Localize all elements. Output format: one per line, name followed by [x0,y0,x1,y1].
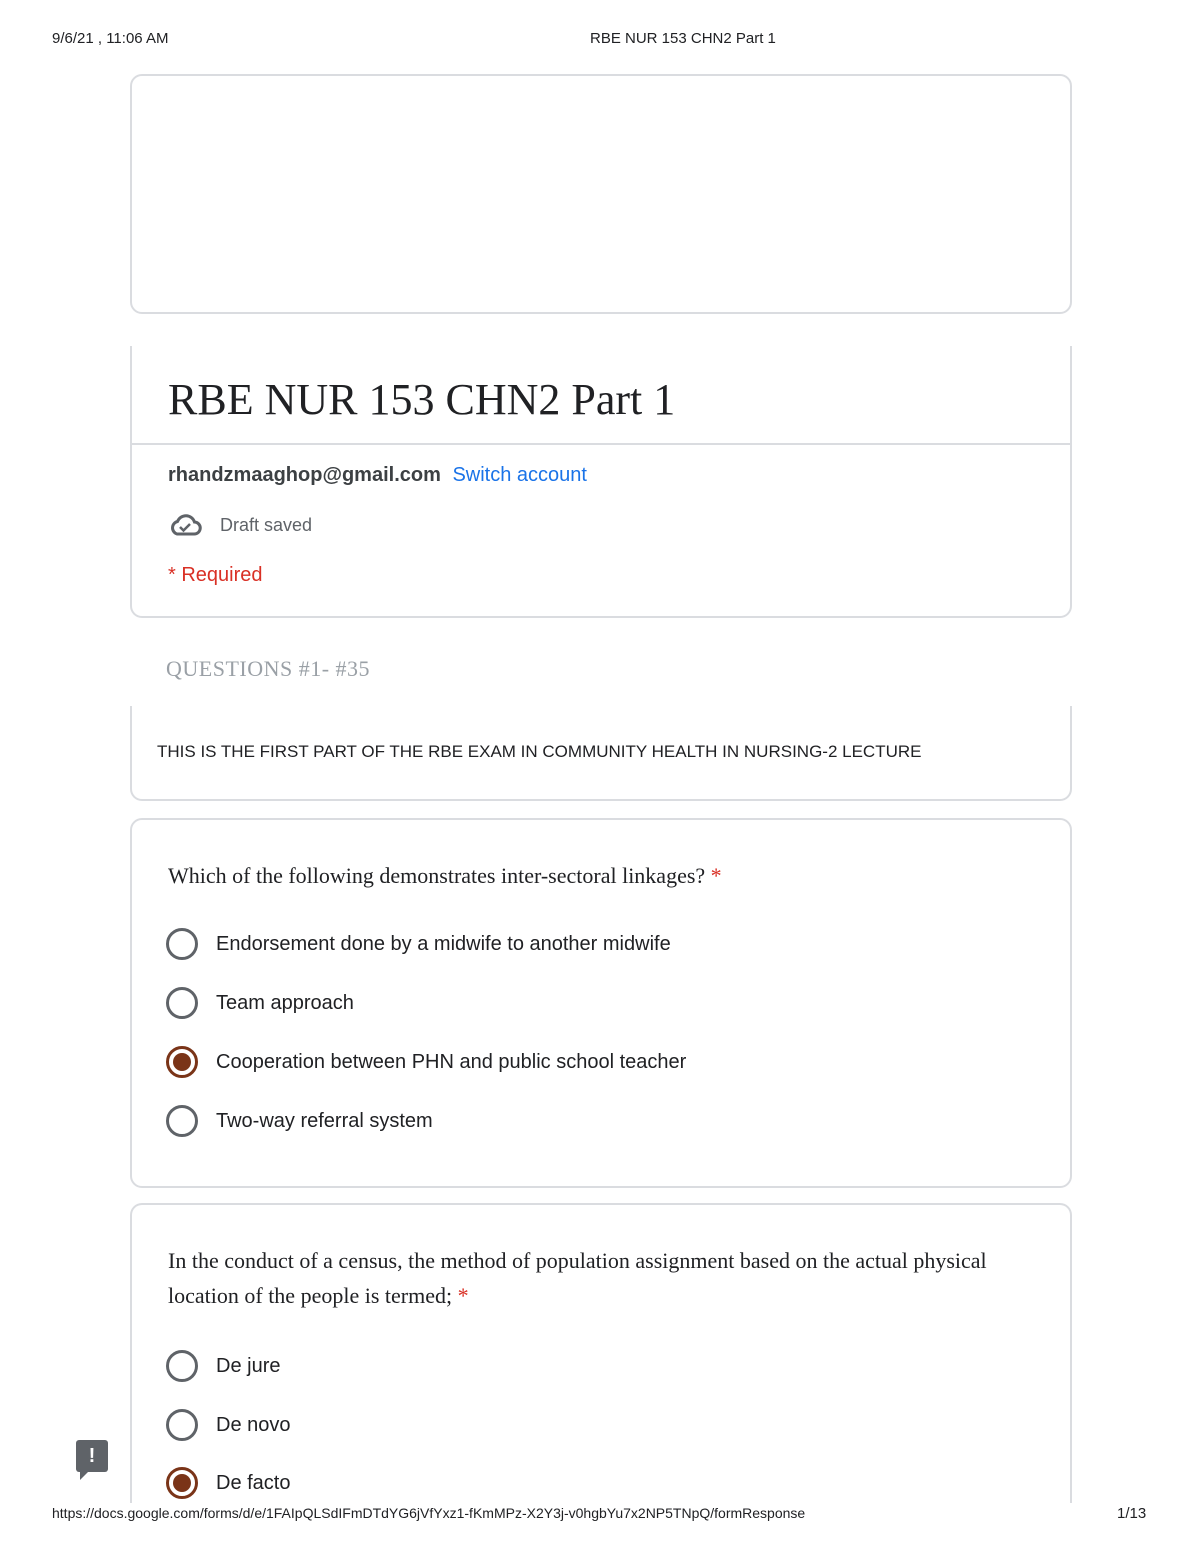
option-label: Cooperation between PHN and public school teacher [216,1050,687,1073]
option-label: Endorsement done by a midwife to another midwife [216,932,671,955]
question-label-line2: location of the people is termed; [168,1283,453,1308]
question-text [168,1243,1048,1313]
radio-icon[interactable] [166,1467,198,1499]
option-radio[interactable] [166,1467,290,1499]
radio-icon[interactable] [166,987,198,1019]
question-text [168,858,1048,893]
question-label: Which of the following demonstrates inter-sectoral linkages? [168,863,706,888]
title-divider [132,443,1070,445]
radio-selected-dot [173,1053,191,1071]
draft-status-label: Draft saved [220,514,313,535]
question-card-2 [130,1203,1072,1503]
form-title-card [130,346,1072,618]
option-radio[interactable] [166,1105,433,1137]
account-email: rhandzmaaghop@gmail.com [168,464,441,486]
radio-icon[interactable] [166,1105,198,1137]
required-star: * [457,1283,469,1308]
section-description-card [130,706,1072,801]
switch-account-link[interactable]: Switch account [452,464,587,486]
option-label: Team approach [216,991,354,1014]
required-note: * Required [168,564,263,586]
required-star: * [710,863,722,888]
radio-selected-dot [173,1474,191,1492]
option-radio[interactable] [166,1409,291,1441]
print-datetime: 9/6/21 , 11:06 AM [52,30,169,47]
radio-icon[interactable] [166,1409,198,1441]
option-label: De jure [216,1354,281,1377]
option-label: Two-way referral system [216,1109,433,1132]
section-title: QUESTIONS #1- #35 [166,656,371,681]
print-page-number: 1/13 [1117,1505,1147,1522]
option-radio[interactable] [166,1350,280,1382]
draft-status [168,514,312,536]
cloud-check-icon [168,514,202,536]
radio-icon[interactable] [166,1046,198,1078]
option-label: De facto [216,1471,291,1494]
form-title: RBE NUR 153 CHN2 Part 1 [168,375,676,424]
header-image-card [130,74,1072,314]
print-title: RBE NUR 153 CHN2 Part 1 [590,30,776,47]
radio-icon[interactable] [166,1350,198,1382]
question-card-1 [130,818,1072,1188]
section-description: THIS IS THE FIRST PART OF THE RBE EXAM IN COMMUNITY HEALTH IN NURSING-2 LECTURE [157,742,922,761]
option-radio[interactable] [166,1046,686,1078]
print-url: https://docs.google.com/forms/d/e/1FAIpQLSdIFmDTdYG6jVfYxz1-fKmMPz-X2Y3j-v0hgbYu7x2NP5TNpQ/formResponse [52,1505,806,1521]
option-radio[interactable] [166,987,354,1019]
option-label: De novo [216,1413,291,1436]
question-label-line1: In the conduct of a census, the method of population assignment based on the actual physical [168,1248,987,1273]
feedback-icon[interactable]: ! [76,1440,108,1472]
radio-icon[interactable] [166,928,198,960]
option-radio[interactable] [166,928,671,960]
account-line [168,464,587,487]
